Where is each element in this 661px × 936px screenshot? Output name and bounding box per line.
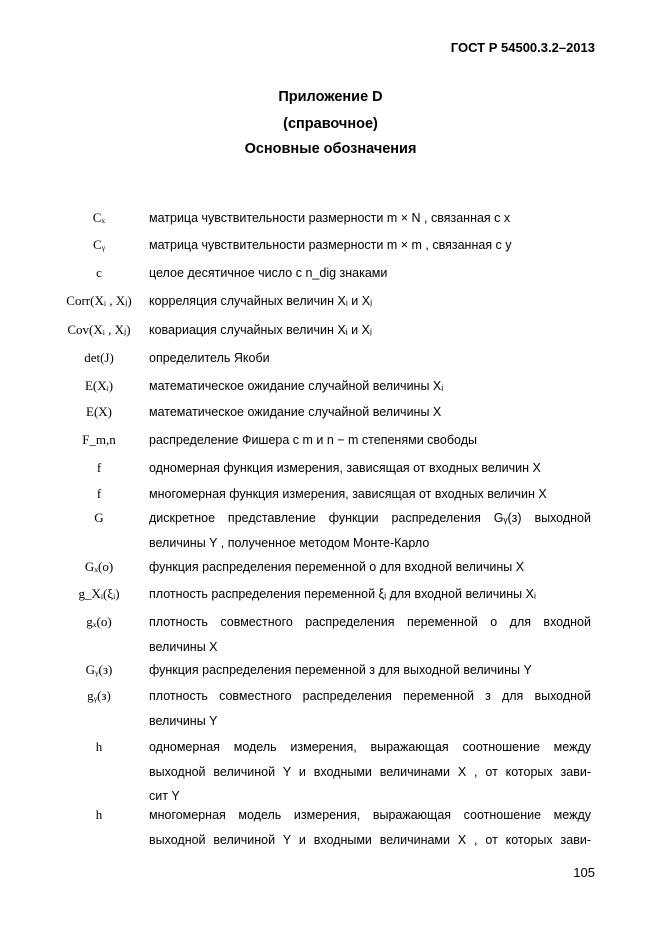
glossary-description-line: дискретное представление функции распределения Gᵧ(з) выходной bbox=[149, 511, 591, 525]
glossary-symbol: G bbox=[94, 510, 104, 525]
glossary-description-line: величины Y bbox=[149, 713, 218, 728]
glossary-symbol: Gₓ(ο) bbox=[84, 559, 114, 574]
glossary-symbol: gₓ(ο) bbox=[86, 614, 112, 629]
glossary-symbol: Cov(Xᵢ , Xⱼ) bbox=[67, 322, 131, 337]
glossary-symbol: det(J) bbox=[84, 350, 114, 365]
glossary-symbol: gᵧ(з) bbox=[87, 688, 111, 703]
glossary-description-line: выходной величиной Y и входными величинами X , от которых зави- bbox=[149, 764, 591, 779]
glossary-description-line: плотность совместного распределения переменной з для выходной bbox=[149, 689, 591, 703]
glossary-description-line: определитель Якоби bbox=[149, 351, 270, 365]
glossary-description-line: многомерная функция измерения, зависящая от входных величин X bbox=[149, 487, 547, 501]
glossary-description-line: матрица чувствительности размерности m × N , связанная с x bbox=[149, 211, 511, 225]
glossary-description-line: функция распределения переменной з для выходной величины Y bbox=[149, 663, 532, 677]
glossary-symbol: f bbox=[96, 486, 102, 501]
glossary-symbol: E(X) bbox=[86, 404, 112, 419]
glossary-symbol: Corr(Xᵢ , Xⱼ) bbox=[66, 293, 132, 308]
page-number: 105 bbox=[573, 865, 595, 880]
glossary-description-line: плотность совместного распределения переменной ο для входной bbox=[149, 615, 591, 629]
document-id: ГОСТ Р 54500.3.2–2013 bbox=[450, 40, 595, 55]
glossary-symbol: h bbox=[95, 807, 103, 822]
glossary-description-line: выходной величиной Y и входными величинами X , от которых зави- bbox=[149, 832, 591, 847]
glossary-description-line: математическое ожидание случайной величины Xᵢ bbox=[149, 379, 444, 393]
appendix-heading: Основные обозначения bbox=[244, 141, 417, 157]
glossary-symbol: F_m,n bbox=[82, 432, 116, 447]
glossary-symbol: c bbox=[96, 265, 102, 280]
glossary-description-line: матрица чувствительности размерности m × m , связанная с y bbox=[149, 238, 512, 252]
glossary-symbol: h bbox=[95, 739, 103, 754]
glossary-symbol: Cₓ bbox=[92, 210, 106, 225]
appendix-title: Приложение D bbox=[278, 89, 383, 105]
glossary-symbol: Gᵧ(з) bbox=[85, 662, 113, 677]
appendix-subtitle: (справочное) bbox=[283, 116, 378, 132]
glossary-description-line: одномерная функция измерения, зависящая от входных величин X bbox=[149, 461, 541, 475]
glossary-description-line: сит Y bbox=[149, 789, 180, 803]
glossary-symbol: E(Xᵢ) bbox=[84, 378, 114, 393]
glossary-description-line: функция распределения переменной ο для входной величины X bbox=[149, 560, 525, 574]
glossary-description-line: величины Y , полученное методом Монте-Карло bbox=[149, 535, 430, 550]
glossary-description-line: плотность распределения переменной ξᵢ для входной величины Xᵢ bbox=[149, 587, 536, 601]
glossary-symbol: f bbox=[96, 460, 102, 475]
glossary-description-line: многомерная модель измерения, выражающая соотношение между bbox=[149, 808, 591, 822]
glossary-symbol: g_Xᵢ(ξᵢ) bbox=[78, 586, 120, 601]
glossary-description-line: распределение Фишера с m и n − m степенями свободы bbox=[149, 433, 477, 447]
glossary-symbol: Cᵧ bbox=[92, 237, 106, 252]
glossary-description-line: величины X bbox=[149, 639, 218, 654]
glossary-description-line: целое десятичное число с n_dig знаками bbox=[149, 266, 388, 280]
glossary-description-line: математическое ожидание случайной величины X bbox=[149, 405, 442, 419]
glossary-description-line: ковариация случайных величин Xᵢ и Xⱼ bbox=[149, 323, 373, 337]
glossary-description-line: одномерная модель измерения, выражающая соотношение между bbox=[149, 740, 591, 754]
glossary-description-line: корреляция случайных величин Xᵢ и Xⱼ bbox=[149, 294, 373, 308]
